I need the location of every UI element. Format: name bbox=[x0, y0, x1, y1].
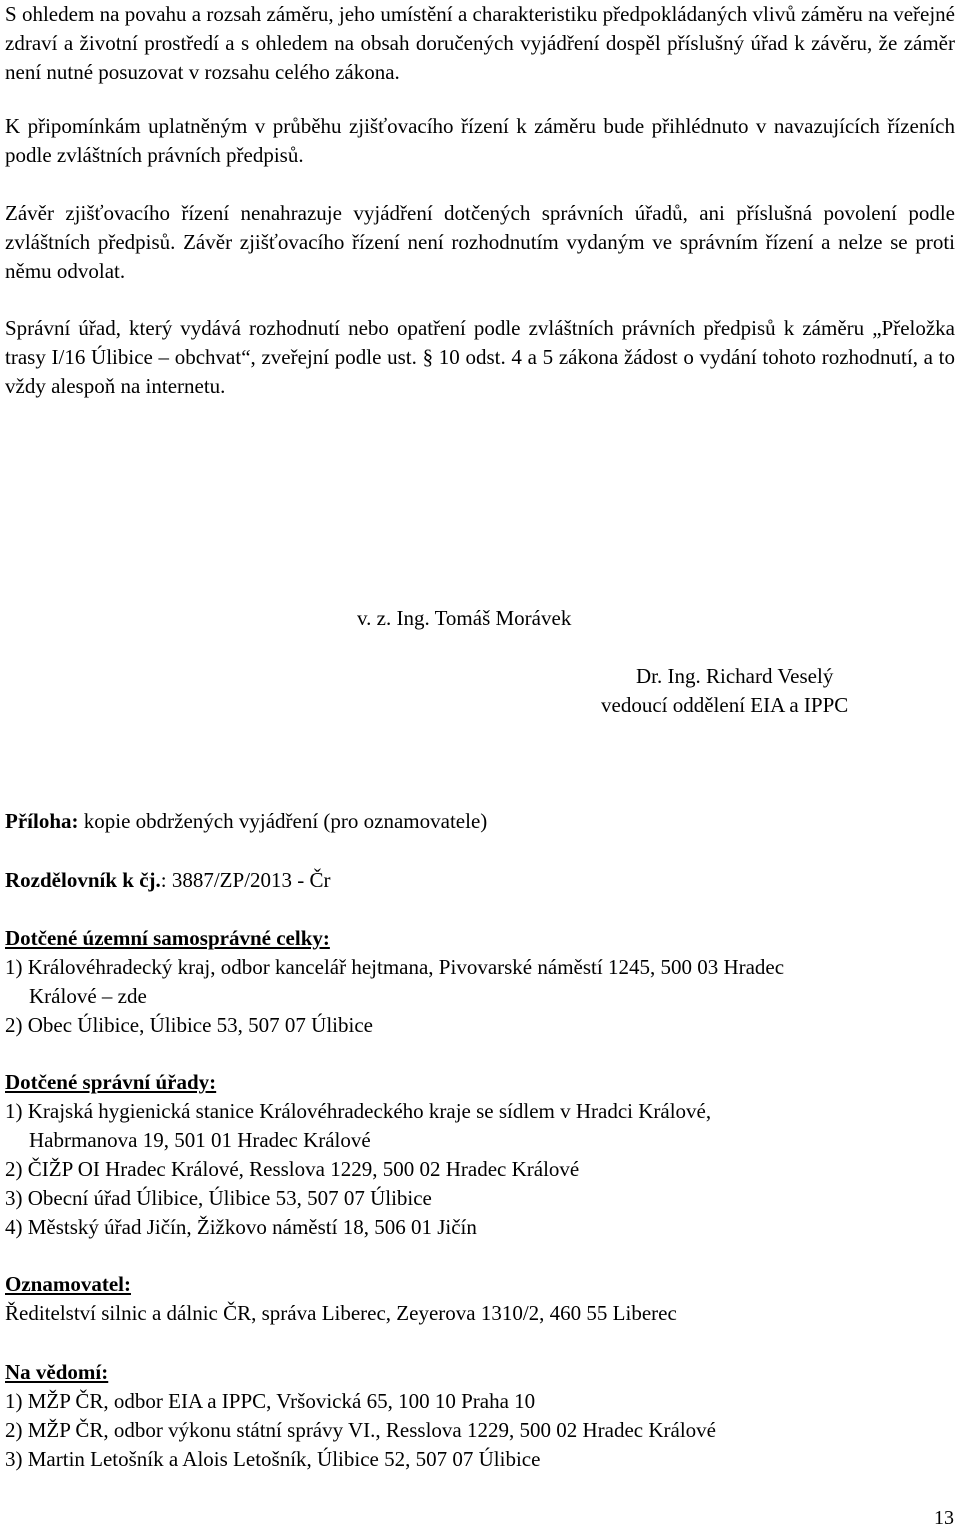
paragraph-comments: K připomínkám uplatněným v průběhu zjišťovacího řízení k záměru bude přihlédnuto v navazujících řízeních podle zvláštních právních předpisů. bbox=[5, 114, 955, 167]
list-item-line: 4) Městský úřad Jičín, Žižkovo náměstí 18, 506 01 Jičín bbox=[5, 1215, 477, 1239]
list-item-line: 1) Krajská hygienická stanice Královéhradeckého kraje se sídlem v Hradci Králové, bbox=[5, 1099, 712, 1123]
section-authorities bbox=[5, 1068, 955, 1242]
list-item bbox=[5, 1387, 955, 1416]
section-list bbox=[5, 1097, 955, 1242]
section-list bbox=[5, 953, 955, 1040]
paragraph-conclusion: S ohledem na povahu a rozsah záměru, jeho umístění a charakteristiku předpokládaných vlivů záměru na veřejné zdraví a životní prostředí a s ohledem na obsah doručených vyjádření dospěl příslušný úřad k závěru, že záměr není nutné posuzovat v rozsahu celého zákona. bbox=[5, 2, 955, 84]
list-item bbox=[5, 953, 955, 1011]
attachment-label: Příloha: bbox=[5, 809, 79, 833]
list-item-line: 2) ČIŽP OI Hradec Králové, Resslova 1229, 500 02 Hradec Králové bbox=[5, 1157, 580, 1181]
page-number: 13 bbox=[934, 1507, 954, 1529]
list-item-continuation: Habrmanova 19, 501 01 Hradec Králové bbox=[29, 1128, 371, 1152]
list-item-line: Ředitelství silnic a dálnic ČR, správa Liberec, Zeyerova 1310/2, 460 55 Liberec bbox=[5, 1301, 677, 1325]
section-municipalities bbox=[5, 924, 955, 1040]
signature-deputy: v. z. Ing. Tomáš Morávek bbox=[357, 606, 572, 630]
attachment-line bbox=[5, 807, 955, 836]
signature-name: Dr. Ing. Richard Veselý bbox=[636, 664, 834, 688]
section-list bbox=[5, 1387, 955, 1474]
paragraph-not-replacing: Závěr zjišťovacího řízení nenahrazuje vyjádření dotčených správních úřadů, ani příslušná povolení podle zvláštních předpisů. Závěr zjišťovacího řízení není rozhodnutím vydaným ve správním řízení a nelze se proti němu odvolat. bbox=[5, 201, 955, 283]
section-list bbox=[5, 1299, 955, 1328]
list-item bbox=[5, 1213, 955, 1242]
list-item-line: 3) Martin Letošník a Alois Letošník, Úlibice 52, 507 07 Úlibice bbox=[5, 1447, 541, 1471]
list-item bbox=[5, 1155, 955, 1184]
list-item bbox=[5, 1416, 955, 1445]
distribution-line bbox=[5, 866, 955, 895]
list-item-line: 3) Obecní úřad Úlibice, Úlibice 53, 507 07 Úlibice bbox=[5, 1186, 432, 1210]
section-heading: Dotčené správní úřady: bbox=[5, 1070, 217, 1094]
list-item-line: 2) Obec Úlibice, Úlibice 53, 507 07 Úlibice bbox=[5, 1013, 373, 1037]
list-item-line: 2) MŽP ČR, odbor výkonu státní správy VI., Resslova 1229, 500 02 Hradec Králové bbox=[5, 1418, 716, 1442]
section-notifier bbox=[5, 1270, 955, 1328]
list-item-continuation: Králové – zde bbox=[29, 984, 147, 1008]
section-heading: Na vědomí: bbox=[5, 1360, 109, 1384]
list-item-line: 1) MŽP ČR, odbor EIA a IPPC, Vršovická 65, 100 10 Praha 10 bbox=[5, 1389, 536, 1413]
section-for-information bbox=[5, 1358, 955, 1474]
list-item-line: 1) Královéhradecký kraj, odbor kancelář hejtmana, Pivovarské náměstí 1245, 500 03 Hradec bbox=[5, 955, 785, 979]
attachment-text: kopie obdržených vyjádření (pro oznamovatele) bbox=[78, 809, 488, 833]
paragraph-publication: Správní úřad, který vydává rozhodnutí nebo opatření podle zvláštních právních předpisů k záměru „Přeložka trasy I/16 Úlibice – obchvat“, zveřejní podle ust. § 10 odst. 4 a 5 zákona žádost o vydání tohoto rozhodnutí, a to vždy alespoň na internetu. bbox=[5, 316, 955, 398]
section-heading: Dotčené územní samosprávné celky: bbox=[5, 926, 330, 950]
distribution-label: Rozdělovník k čj. bbox=[5, 868, 161, 892]
list-item bbox=[5, 1097, 955, 1155]
list-item bbox=[5, 1011, 955, 1040]
section-heading: Oznamovatel: bbox=[5, 1272, 131, 1296]
list-item bbox=[5, 1445, 955, 1474]
list-item bbox=[5, 1184, 955, 1213]
distribution-text: : 3887/ZP/2013 - Čr bbox=[160, 868, 331, 892]
signature-role: vedoucí oddělení EIA a IPPC bbox=[601, 693, 849, 717]
list-item bbox=[5, 1299, 955, 1328]
